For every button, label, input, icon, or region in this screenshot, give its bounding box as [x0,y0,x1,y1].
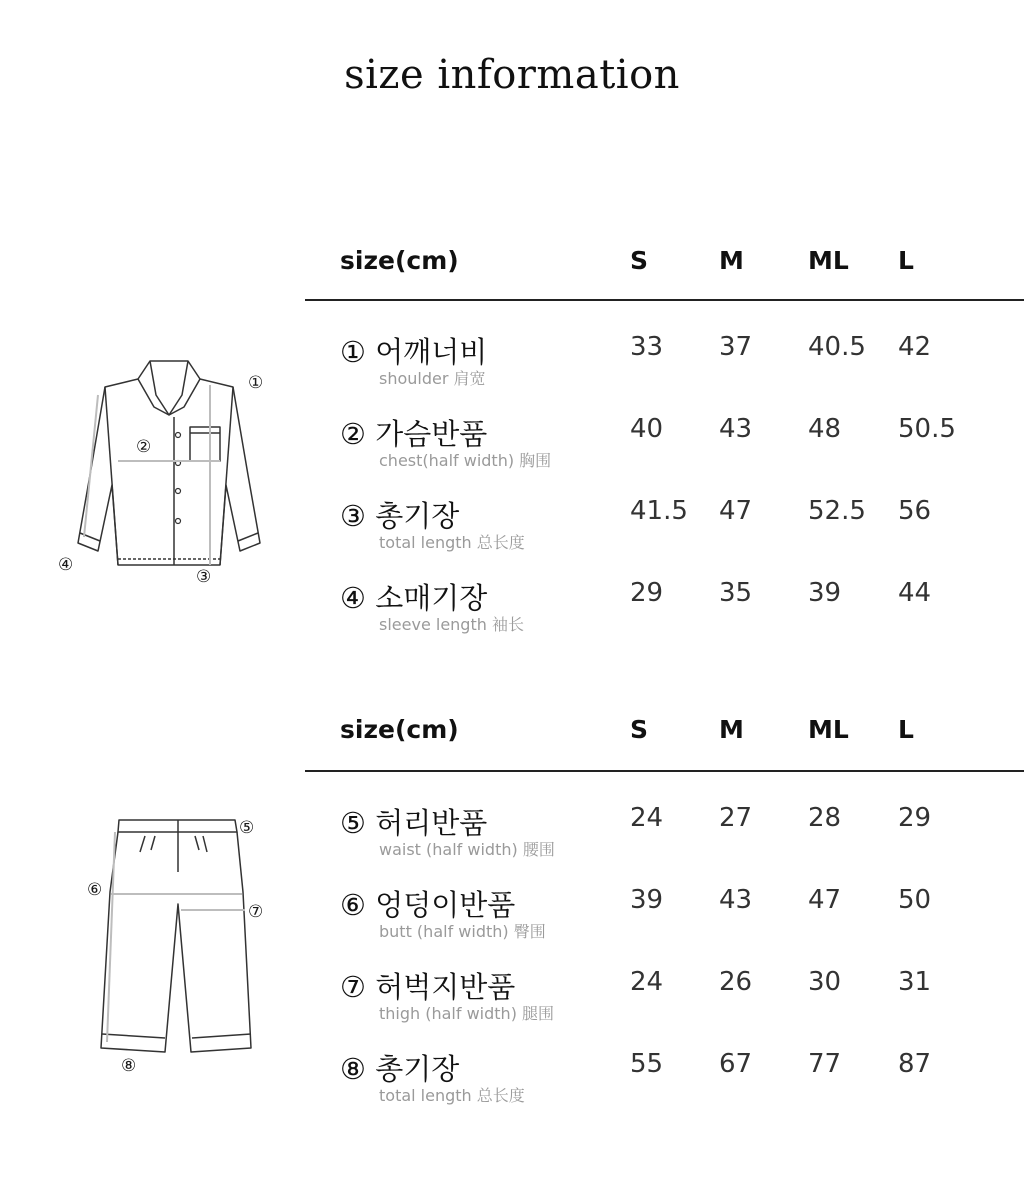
size-header-label: size(cm) [340,715,459,744]
col-header-ml: ML [808,715,849,744]
col-header-l: L [898,246,914,275]
value-l: 44 [898,578,932,608]
value-s: 24 [630,967,664,997]
marker-8: ⑧ [121,1056,137,1076]
value-s: 39 [630,885,664,915]
col-header-l: L [898,715,914,744]
col-header-s: S [630,246,649,275]
value-ml: 28 [808,803,842,833]
value-s: 41.5 [630,496,688,526]
measure-label-kr: ① 어깨너비 [340,335,488,369]
value-ml: 52.5 [808,496,866,526]
col-header-s: S [630,715,649,744]
value-l: 31 [898,967,932,997]
value-m: 35 [719,578,753,608]
value-l: 56 [898,496,932,526]
value-m: 43 [719,885,753,915]
value-m: 43 [719,414,753,444]
value-m: 67 [719,1049,753,1079]
marker-7: ⑦ [248,902,264,922]
value-ml: 77 [808,1049,842,1079]
value-s: 40 [630,414,664,444]
value-s: 24 [630,803,664,833]
value-ml: 40.5 [808,332,866,362]
header-divider [305,299,1024,301]
value-m: 37 [719,332,753,362]
pants-illustration [85,812,275,1082]
value-s: 33 [630,332,664,362]
col-header-ml: ML [808,246,849,275]
value-l: 50.5 [898,414,956,444]
col-header-m: M [719,246,744,275]
measure-label-en: thigh (half width) 腿围 [379,1004,555,1023]
value-m: 26 [719,967,753,997]
measure-label-en: total length 总长度 [379,533,525,552]
marker-4: ④ [58,555,74,575]
marker-6: ⑥ [87,880,103,900]
value-ml: 47 [808,885,842,915]
measure-label-kr: ⑦ 허벅지반품 [340,970,516,1004]
measure-label-kr: ⑥ 엉덩이반품 [340,888,516,922]
value-l: 42 [898,332,932,362]
value-s: 55 [630,1049,664,1079]
value-l: 50 [898,885,932,915]
measure-label-en: total length 总长度 [379,1086,525,1105]
measure-label-kr: ⑧ 총기장 [340,1052,460,1086]
marker-3: ③ [196,567,212,587]
size-header-label: size(cm) [340,246,459,275]
col-header-m: M [719,715,744,744]
measure-label-kr: ④ 소매기장 [340,581,488,615]
marker-2: ② [136,437,152,457]
value-ml: 30 [808,967,842,997]
shirt-illustration [50,355,290,595]
value-m: 27 [719,803,753,833]
value-ml: 39 [808,578,842,608]
measure-label-en: chest(half width) 胸围 [379,451,552,470]
measure-label-en: waist (half width) 腰围 [379,840,555,859]
value-l: 29 [898,803,932,833]
measure-label-kr: ② 가슴반품 [340,417,488,451]
page-title: size information [344,52,680,98]
measure-label-en: shoulder 肩宽 [379,369,486,388]
marker-5: ⑤ [239,818,255,838]
value-m: 47 [719,496,753,526]
value-l: 87 [898,1049,932,1079]
measure-label-en: butt (half width) 臀围 [379,922,546,941]
value-ml: 48 [808,414,842,444]
measure-label-en: sleeve length 袖长 [379,615,524,634]
value-s: 29 [630,578,664,608]
measure-label-kr: ⑤ 허리반품 [340,806,488,840]
measure-label-kr: ③ 총기장 [340,499,460,533]
marker-1: ① [248,373,264,393]
header-divider [305,770,1024,772]
